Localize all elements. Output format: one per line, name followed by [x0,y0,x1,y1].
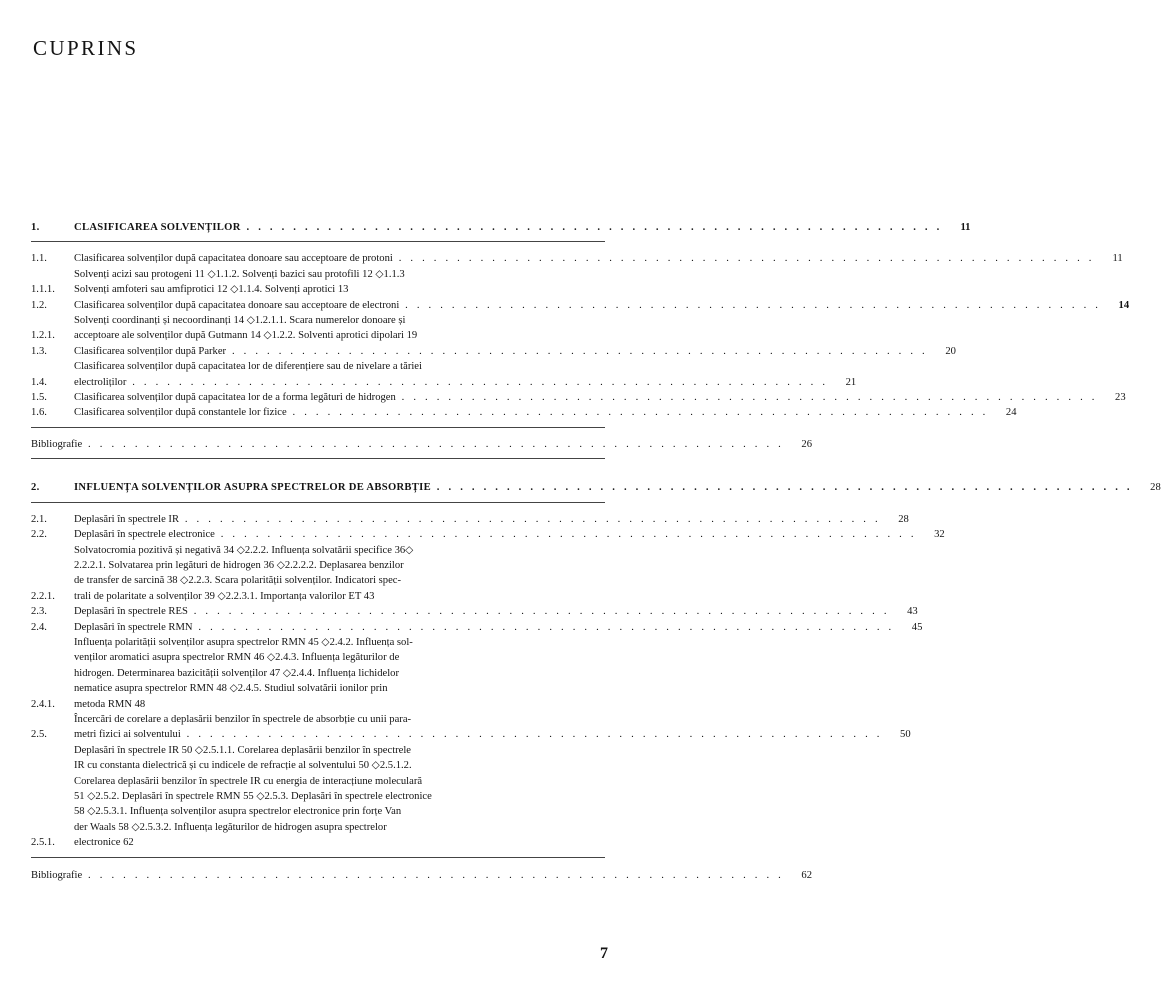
entry-text [74,512,881,527]
entry-page-number: 23 [1115,392,1126,404]
entry-number: 2.4.1. [31,698,55,710]
leader-dots: . . . . . . . . . . . . . . . . . . . . . . . . . . . . . . . . . . . . . . . . . . . . . . . . . . . . . . . . . . . . [179,513,881,525]
entry-text-last-line [74,298,1101,313]
toc-entry [31,251,1123,266]
entry-text-line: Clasificarea solvenților după capacitatea lor de diferențiere sau de nivelare a tăriei [74,361,422,373]
toc-entry [31,512,909,527]
entry-text [74,527,917,542]
entry-text-line: Clasificarea solvenților după Parker [74,345,227,357]
chapter-separator [31,241,605,242]
entry-page-number: 62 [801,869,813,881]
entry-text [74,359,828,390]
entry-text-last-line [74,344,928,359]
entry-text-line: Solvenți amfoteri sau amfiprotici 12 ◇1.1.4. Solvenți aprotici 13 [74,284,349,296]
entry-text-line: Clasificarea solvenților după constantele lor fizice [74,407,287,419]
page-number: 7 [600,945,608,962]
leader-dots: . . . . . . . . . . . . . . . . . . . . . . . . . . . . . . . . . . . . . . . . . . . . . . . . . . . . . . . . . . . . [82,438,785,450]
leader-dots: . . . . . . . . . . . . . . . . . . . . . . . . . . . . . . . . . . . . . . . . . . . . . . . . . . . . . . . . . . . . [82,869,785,881]
toc-entry [31,620,923,635]
entry-number: 2.2.1. [31,590,55,602]
entry-text-line: hidrogen. Determinarea bazicității solvenților 47 ◇2.4.4. Influența lichidelor [74,667,399,679]
table-of-contents [31,220,1161,883]
entry-text [74,604,890,619]
leader-dots: . . . . . . . . . . . . . . . . . . . . . . . . . . . . . . . . . . . . . . . . . . . . . . . . . . . . . . . . . . . . [180,729,883,741]
entry-number: 1.4. [31,376,47,388]
entry-text-line: IR cu constanta dielectrică și cu indicele de refracție al solventului 50 ◇2.5.1.2. [74,760,412,772]
entry-number: 2.5.1. [31,837,55,849]
entry-text-line: INFLUENȚA SOLVENȚILOR ASUPRA SPECTRELOR DE ABSORBȚIE [74,482,431,494]
entry-text [74,344,928,359]
leader-dots: . . . . . . . . . . . . . . . . . . . . . . . . . . . . . . . . . . . . . . . . . . . . . . . . . . . . . . . . . . . . [240,222,943,233]
entry-text-last-line [74,251,1095,266]
entry-text-line: Deplasări în spectrele IR 50 ◇2.5.1.1. Corelarea deplasării benzilor în spectrele [74,744,412,756]
leader-dots: . . . . . . . . . . . . . . . . . . . . . . . . . . . . . . . . . . . . . . . . . . . . . . . . . . . . . . . . . . . . [430,482,1133,494]
entry-text-line: Corelarea deplasării benzilor în spectrele IR cu energia de interacțiune moleculară [74,775,423,787]
entry-text-last-line [74,512,881,527]
entry-text [74,712,883,743]
toc-entry [31,390,1126,405]
entry-number: 1.2.1. [31,330,55,342]
entry-text [74,405,988,420]
entry-page-number: 32 [934,529,945,541]
entry-text [74,743,577,851]
entry-text-line: Influența polarității solvenților asupra spectrelor RMN 45 ◇2.4.2. Influența sol- [74,636,413,648]
entry-text [74,298,1101,313]
entry-text-line: 51 ◇2.5.2. Deplasări în spectrele RMN 55 ◇2.5.3. Deplasări în spectrele electronice [74,791,432,802]
entry-text-line: 58 ◇2.5.3.1. Influența solvenților asupra spectrelor electronice prin forțe Van [74,806,402,818]
entry-text [74,620,894,635]
entry-number: 1.5. [31,392,47,404]
toc-entry [31,344,956,359]
leader-dots: . . . . . . . . . . . . . . . . . . . . . . . . . . . . . . . . . . . . . . . . . . . . . . . . . . . . . . . . . . . . [399,299,1102,311]
entry-text-last-line [74,220,942,235]
entry-text-line: Încercări de corelare a deplasării benzilor în spectrele de absorbție cu unii para- [74,713,412,725]
entry-text-line: Bibliografie [31,438,83,450]
toc-entry [31,527,945,542]
entry-page-number: 28 [898,513,909,525]
entry-number: 2.4. [31,621,47,633]
entry-text-last-line [74,604,890,619]
entry-text [74,267,577,298]
page-title: CUPRINS [33,36,139,60]
entry-text-last-line [74,480,1133,495]
entry-page-number: 28 [1150,482,1161,494]
entry-text-line: der Waals 58 ◇2.5.3.2. Influența legăturilor de hidrogen asupra spectrelor [74,821,387,833]
entry-text-line: 2.2.2.1. Solvatarea prin legături de hidrogen 36 ◇2.2.2.2. Deplasarea benzilor [74,559,404,571]
entry-text [74,480,1133,495]
entry-page-number: 45 [911,621,923,633]
entry-text-line: Solvatocromia pozitivă și negativă 34 ◇2.2.2. Influența solvatării specifice 36◇ [74,544,414,556]
entry-text [74,543,577,605]
leader-dots: . . . . . . . . . . . . . . . . . . . . . . . . . . . . . . . . . . . . . . . . . . . . . . . . . . . . . . . . . . . . [286,407,989,419]
entry-text [31,868,784,883]
entry-text-line: electronice 62 [74,837,134,849]
toc-entry [31,405,1017,420]
entry-text [74,390,1098,405]
entry-page-number: 26 [801,438,813,450]
entry-text-line: Deplasări în spectrele RMN [74,621,193,633]
entry-number: 2.5. [31,729,47,741]
section-separator [31,857,605,858]
entry-page-number: 11 [960,222,971,233]
entry-text-line: de transfer de sarcină 38 ◇2.2.3. Scara polarității solvenților. Indicatori spec- [74,575,402,587]
entry-text [74,635,577,712]
entry-text [74,251,1095,266]
entry-text [74,313,577,344]
entry-text-line: Deplasări în spectrele RES [74,606,188,618]
toc-entry [31,743,605,851]
leader-dots: . . . . . . . . . . . . . . . . . . . . . . . . . . . . . . . . . . . . . . . . . . . . . . . . . . . . . . . . . . . . [187,606,890,618]
chapter-separator [31,458,605,459]
entry-text [74,220,942,235]
bibliography-entry [31,868,813,883]
entry-text-line: metri fizici ai solventului [74,729,181,741]
entry-page-number: 43 [907,606,918,618]
entry-page-number: 14 [1118,299,1130,311]
entry-number: 1.2. [31,299,47,311]
chapter-gap [31,468,605,480]
entry-page-number: 50 [900,729,911,741]
entry-text [31,437,784,452]
entry-page-number: 21 [845,376,857,388]
toc-entry [31,267,605,298]
chapter-separator [31,502,605,503]
entry-text-last-line [31,868,784,883]
entry-text-line: Clasificarea solvenților după capacitatea donoare sau acceptoare de electroni [74,299,400,311]
entry-number: 2.2. [31,529,47,541]
entry-text-line: trali de polaritate a solvenților 39 ◇2.2.3.1. Importanța valorilor ET 43 [74,590,375,602]
entry-text-line: Clasificarea solvenților după capacitatea donoare sau acceptoare de protoni [74,253,393,265]
entry-text-line: acceptoare ale solvenților după Gutmann 14 ◇1.2.2. Solventi aprotici dipolari 19 [74,330,418,342]
bibliography-entry [31,437,813,452]
toc-entry [31,635,605,712]
chapter-heading [31,220,971,235]
leader-dots: . . . . . . . . . . . . . . . . . . . . . . . . . . . . . . . . . . . . . . . . . . . . . . . . . . . . . . . . . . . . [126,376,829,388]
entry-text-line: Deplasări în spectrele electronice [74,529,215,541]
entry-text-line: Deplasări în spectrele IR [74,513,180,525]
entry-number: 1.1.1. [31,284,55,296]
toc-entry [31,543,605,605]
toc-entry [31,359,857,390]
entry-page-number: 24 [1005,407,1017,419]
entry-text-line: nematice asupra spectrelor RMN 48 ◇2.4.5. Studiul solvatării ionilor prin [74,683,388,695]
leader-dots: . . . . . . . . . . . . . . . . . . . . . . . . . . . . . . . . . . . . . . . . . . . . . . . . . . . . . . . . . . . . [214,529,917,541]
entry-text-line: Bibliografie [31,869,83,881]
toc-entry [31,712,911,743]
entry-page-number: 11 [1112,253,1123,265]
entry-text-last-line [74,375,828,390]
section-separator [31,427,605,428]
entry-number: 2.3. [31,606,47,618]
entry-text-line: metoda RMN 48 [74,698,146,710]
entry-text-last-line [74,727,883,742]
entry-number: 2.1. [31,513,47,525]
entry-text-line: CLASIFICAREA SOLVENȚILOR [74,222,241,233]
entry-text-last-line [74,405,988,420]
toc-entry [31,313,605,344]
entry-text-last-line [74,527,917,542]
entry-number: 2. [31,482,40,494]
toc-entry [31,604,918,619]
leader-dots: . . . . . . . . . . . . . . . . . . . . . . . . . . . . . . . . . . . . . . . . . . . . . . . . . . . . . . . . . . . . [192,621,895,633]
entry-number: 1.3. [31,345,47,357]
entry-number: 1.1. [31,253,47,265]
entry-text-line: venților aromatici asupra spectrelor RMN 46 ◇2.4.3. Influența legăturilor de [74,652,400,664]
leader-dots: . . . . . . . . . . . . . . . . . . . . . . . . . . . . . . . . . . . . . . . . . . . . . . . . . . . . . . . . . . . . [395,392,1098,404]
entry-text-last-line [74,620,894,635]
leader-dots: . . . . . . . . . . . . . . . . . . . . . . . . . . . . . . . . . . . . . . . . . . . . . . . . . . . . . . . . . . . . [226,345,928,357]
entry-text-last-line [31,437,784,452]
chapter-heading [31,480,1161,495]
entry-number: 1.6. [31,407,47,419]
entry-text-line: Solvenți acizi sau protogeni 11 ◇1.1.2. Solvenți bazici sau protofili 12 ◇1.1.3 [74,268,405,280]
toc-entry [31,298,1130,313]
entry-text-line: Solvenți coordinanți și necoordinanți 14 ◇1.2.1.1. Scara numerelor donoare și [74,315,406,327]
entry-text-last-line [74,390,1098,405]
entry-page-number: 20 [945,345,956,357]
entry-text-line: electroliților [74,376,127,388]
entry-text-line: Clasificarea solvenților după capacitatea lor de a forma legături de hidrogen [74,392,396,404]
leader-dots: . . . . . . . . . . . . . . . . . . . . . . . . . . . . . . . . . . . . . . . . . . . . . . . . . . . . . . . . . . . . [392,253,1095,265]
entry-number: 1. [31,222,40,233]
